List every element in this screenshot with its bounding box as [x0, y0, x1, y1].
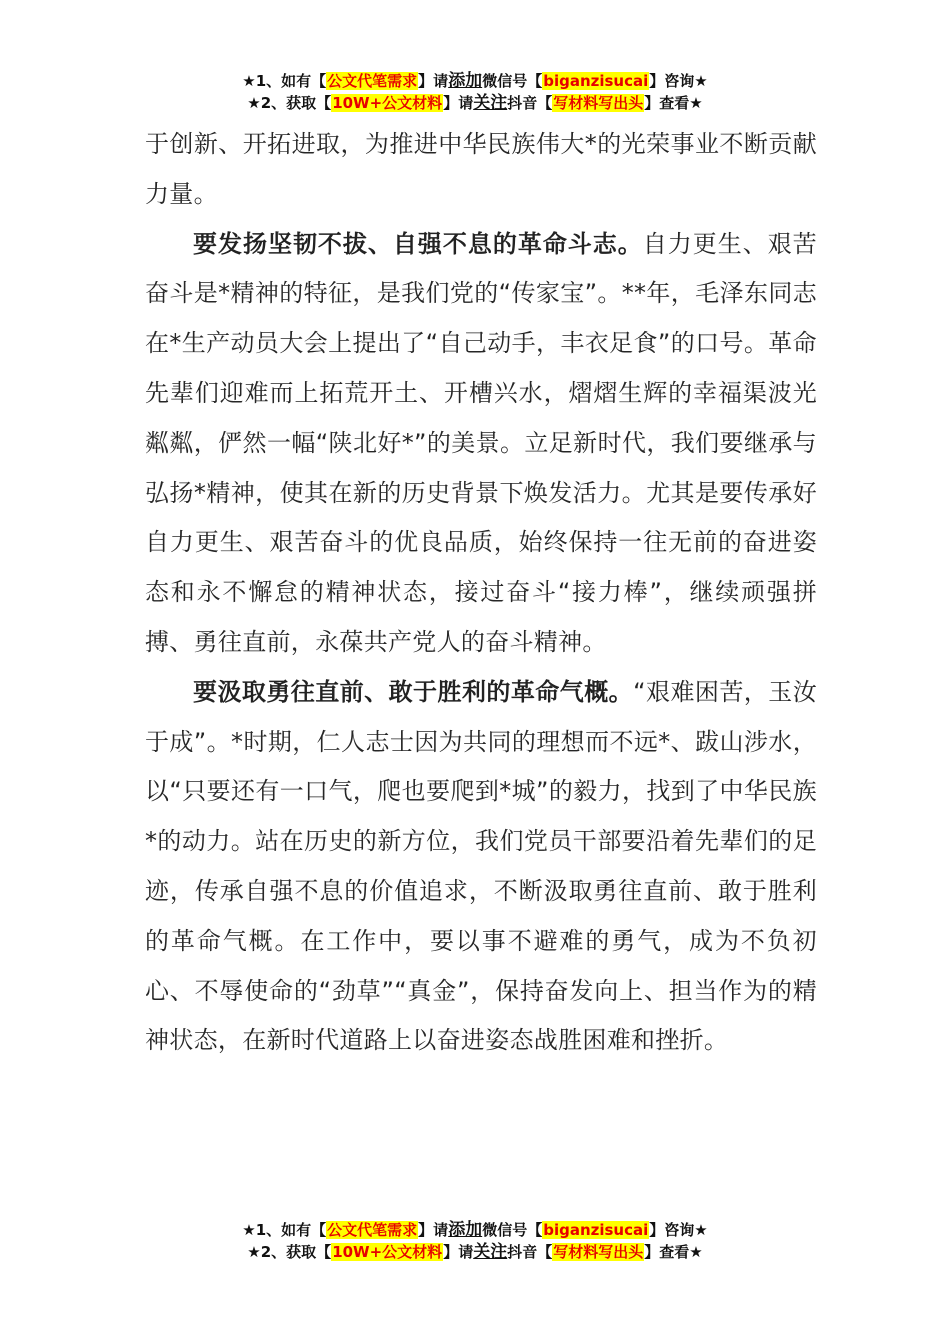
follow-emphasis: 关注 [473, 1242, 508, 1262]
wechat-id-highlight: biganzisucai [543, 72, 649, 90]
follow-emphasis: 关注 [473, 93, 508, 113]
ghostwriting-highlight: 公文代笔需求 [327, 72, 418, 90]
paragraph-2-heading: 要发扬坚韧不拔、自强不息的革命斗志。 [193, 229, 643, 258]
douyin-account-highlight: 写材料写出头 [553, 1243, 644, 1261]
add-emphasis: 添加 [448, 71, 483, 91]
paragraph-3-text: “艰难困苦，玉汝于成”。*时期，仁人志士因为共同的理想而不远*、跋山涉水，以“只要还有一口气，爬也要爬到*城”的毅力，找到了中华民族*的动力。站在历史的新方位，我们党员干部要沿着先辈们的足迹，传承自强不息的价值追求，不断汲取勇往直前、敢于胜利的革命气概。在工作中，要以事不避难的勇气，成为不负初心、不辱使命的“劲草”“真金”，保持奋发向上、担当作为的精神状态，在新时代道路上以奋进姿态战胜困难和挫折。 [145, 677, 817, 1055]
add-emphasis: 添加 [448, 1220, 483, 1240]
paragraph-2-text: 自力更生、艰苦奋斗是*精神的特征，是我们党的“传家宝”。**年，毛泽东同志在*生产动员大会上提出了“自己动手，丰衣足食”的口号。革命先辈们迎难而上拓荒开土、开槽兴水，熠熠生辉的幸福渠波光粼粼，俨然一幅“陕北好*”的美景。立足新时代，我们要继承与弘扬*精神，使其在新的历史背景下焕发活力。尤其是要传承好自力更生、艰苦奋斗的优良品质，始终保持一往无前的奋进姿态和永不懈怠的精神状态，接过奋斗“接力棒”，继续顽强拼搏、勇往直前，永葆共产党人的奋斗精神。 [145, 229, 817, 656]
footer-banner [0, 1219, 950, 1263]
header-banner-line-1: ★1、如有【公文代笔需求】请添加微信号【biganzisucai】咨询★ [242, 71, 708, 91]
paragraph-3 [145, 668, 817, 1066]
materials-highlight: 10W+公文材料 [332, 94, 443, 112]
footer-banner-line-1: ★1、如有【公文代笔需求】请添加微信号【biganzisucai】咨询★ [242, 1220, 708, 1240]
header-banner [0, 70, 950, 114]
douyin-account-highlight: 写材料写出头 [553, 94, 644, 112]
paragraph-1: 于创新、开拓进取，为推进中华民族伟大*的光荣事业不断贡献力量。 [145, 130, 817, 208]
footer-banner-line-2: ★2、获取【10W+公文材料】请关注抖音【写材料写出头】查看★ [247, 1242, 703, 1262]
document-body [145, 120, 817, 1066]
paragraph-2 [145, 220, 817, 668]
ghostwriting-highlight: 公文代笔需求 [327, 1221, 418, 1239]
materials-highlight: 10W+公文材料 [332, 1243, 443, 1261]
wechat-id-highlight: biganzisucai [543, 1221, 649, 1239]
header-banner-line-2: ★2、获取【10W+公文材料】请关注抖音【写材料写出头】查看★ [247, 93, 703, 113]
paragraph-3-heading: 要汲取勇往直前、敢于胜利的革命气概。 [193, 677, 634, 706]
